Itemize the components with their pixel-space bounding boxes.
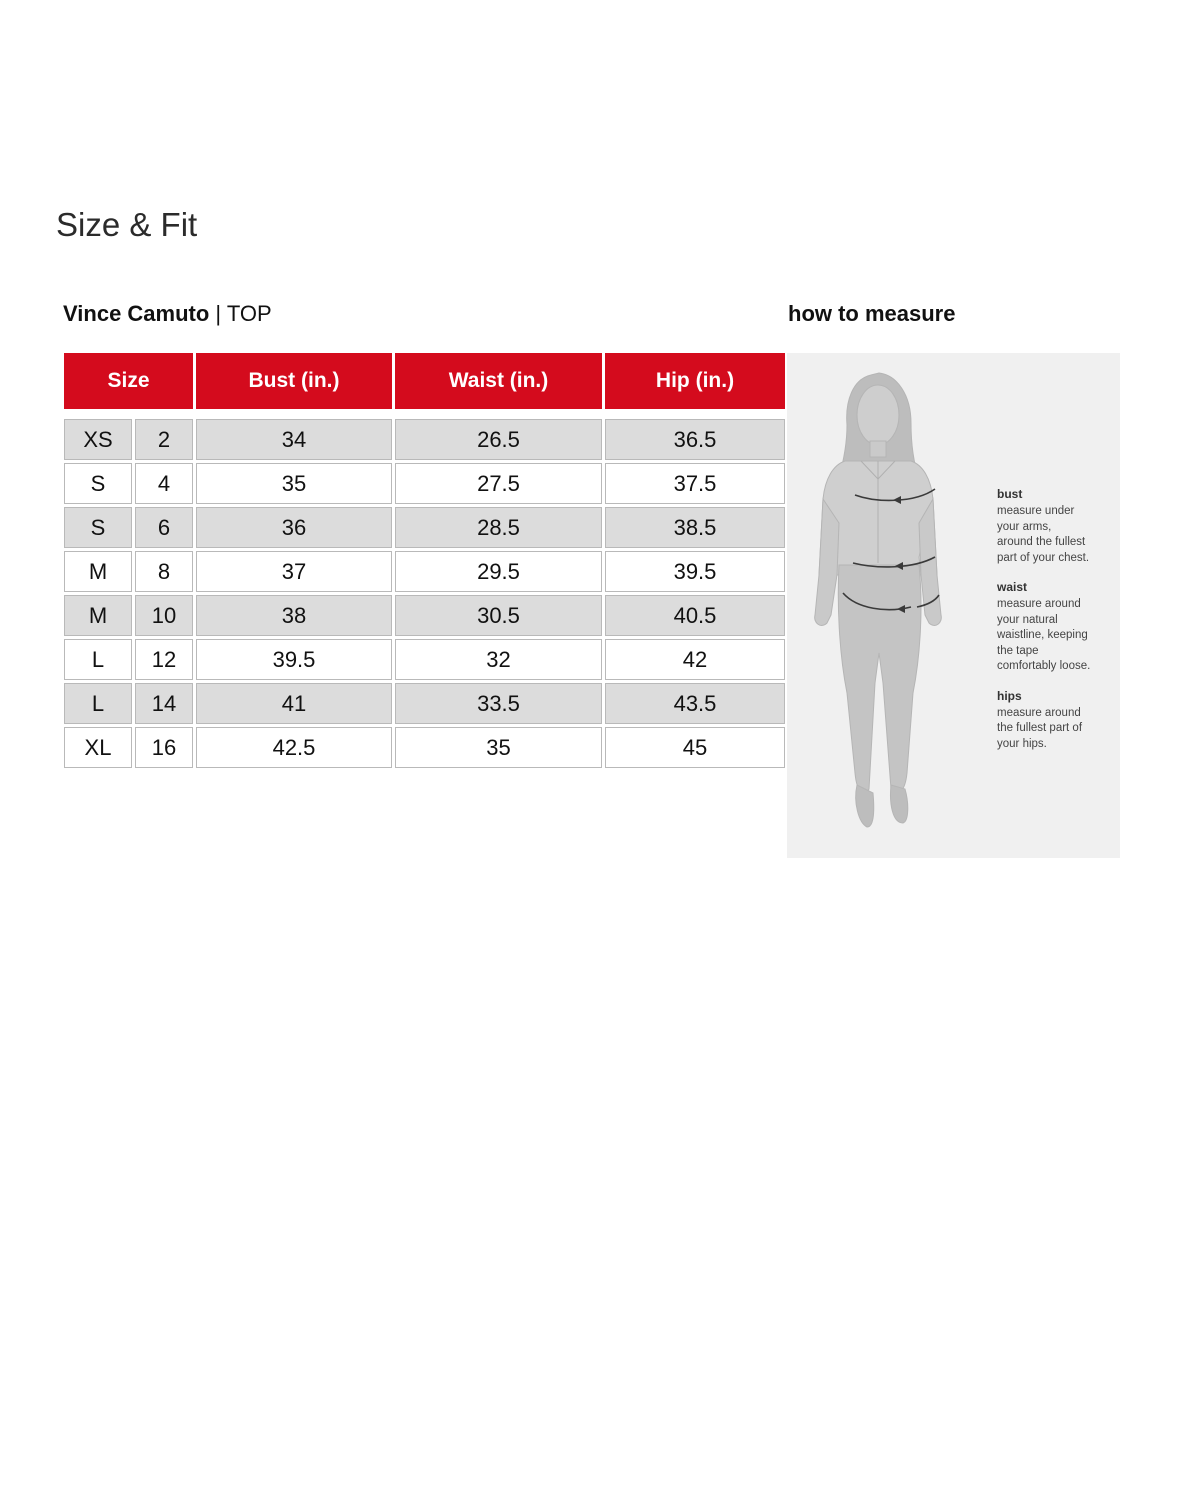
cell-hip: 36.5 [605, 419, 785, 460]
cell-numeric-size: 6 [135, 507, 193, 548]
cell-size: S [64, 463, 132, 504]
how-to-measure-panel [787, 353, 1120, 858]
table-row [64, 639, 785, 680]
body-figure-illustration [787, 353, 997, 858]
waist-line: your natural [997, 613, 1058, 626]
cell-numeric-size: 16 [135, 727, 193, 768]
cell-bust: 35 [196, 463, 392, 504]
cell-numeric-size: 10 [135, 595, 193, 636]
header-waist: Waist (in.) [395, 353, 602, 409]
header-size: Size [64, 353, 193, 409]
cell-hip: 45 [605, 727, 785, 768]
cell-waist: 26.5 [395, 419, 602, 460]
cell-numeric-size: 4 [135, 463, 193, 504]
cell-hip: 40.5 [605, 595, 785, 636]
hips-note [997, 689, 1115, 753]
heading-separator: | [209, 301, 227, 326]
cell-size: S [64, 507, 132, 548]
garment-category: TOP [226, 301, 272, 326]
measure-instructions [997, 487, 1115, 766]
cell-waist: 32 [395, 639, 602, 680]
cell-bust: 42.5 [196, 727, 392, 768]
bust-title: bust [997, 487, 1023, 501]
header-bust: Bust (in.) [196, 353, 392, 409]
cell-hip: 39.5 [605, 551, 785, 592]
table-row [64, 595, 785, 636]
page-title: Size & Fit [56, 206, 198, 243]
table-row [64, 463, 785, 504]
bust-note [997, 487, 1115, 566]
cell-numeric-size: 12 [135, 639, 193, 680]
cell-bust: 34 [196, 419, 392, 460]
cell-size: XS [64, 419, 132, 460]
cell-waist: 35 [395, 727, 602, 768]
table-row [64, 507, 785, 548]
header-hip: Hip (in.) [605, 353, 785, 409]
cell-size: L [64, 639, 132, 680]
cell-size: XL [64, 727, 132, 768]
cell-waist: 28.5 [395, 507, 602, 548]
waist-text [997, 597, 1115, 675]
cell-waist: 33.5 [395, 683, 602, 724]
how-to-measure-heading: how to measure [788, 301, 956, 326]
cell-size: M [64, 595, 132, 636]
cell-bust: 38 [196, 595, 392, 636]
cell-hip: 42 [605, 639, 785, 680]
cell-hip: 43.5 [605, 683, 785, 724]
cell-waist: 27.5 [395, 463, 602, 504]
bust-line: around the fullest [997, 536, 1086, 548]
hips-line: measure around [997, 706, 1081, 719]
waist-line: comfortably loose. [997, 660, 1091, 672]
cell-numeric-size: 8 [135, 551, 193, 592]
table-row [64, 727, 785, 768]
hips-title: hips [997, 688, 1022, 703]
table-row [64, 419, 785, 460]
waist-title: waist [997, 580, 1028, 594]
cell-bust: 36 [196, 507, 392, 548]
cell-bust: 37 [196, 551, 392, 592]
table-row [64, 683, 785, 724]
cell-numeric-size: 14 [135, 683, 193, 724]
waist-line: the tape [997, 644, 1039, 657]
table-header-row [64, 353, 785, 409]
cell-hip: 37.5 [605, 463, 785, 504]
cell-bust: 41 [196, 683, 392, 724]
size-chart-heading [63, 301, 272, 327]
size-chart-table [61, 350, 788, 771]
bust-text [997, 504, 1115, 566]
cell-numeric-size: 2 [135, 419, 193, 460]
hips-text [997, 706, 1115, 753]
waist-note [997, 580, 1115, 675]
bust-line: your arms, [997, 520, 1052, 533]
cell-hip: 38.5 [605, 507, 785, 548]
cell-bust: 39.5 [196, 639, 392, 680]
cell-size: M [64, 551, 132, 592]
bust-line: measure under [997, 505, 1075, 517]
cell-waist: 29.5 [395, 551, 602, 592]
brand-name: Vince Camuto [63, 301, 210, 326]
table-row [64, 551, 785, 592]
waist-line: waistline, keeping [997, 629, 1088, 641]
hips-line: the fullest part of [997, 722, 1083, 734]
bust-line: part of your chest. [997, 551, 1090, 564]
hips-line: your hips. [997, 737, 1047, 750]
waist-line: measure around [997, 598, 1081, 610]
cell-waist: 30.5 [395, 595, 602, 636]
cell-size: L [64, 683, 132, 724]
